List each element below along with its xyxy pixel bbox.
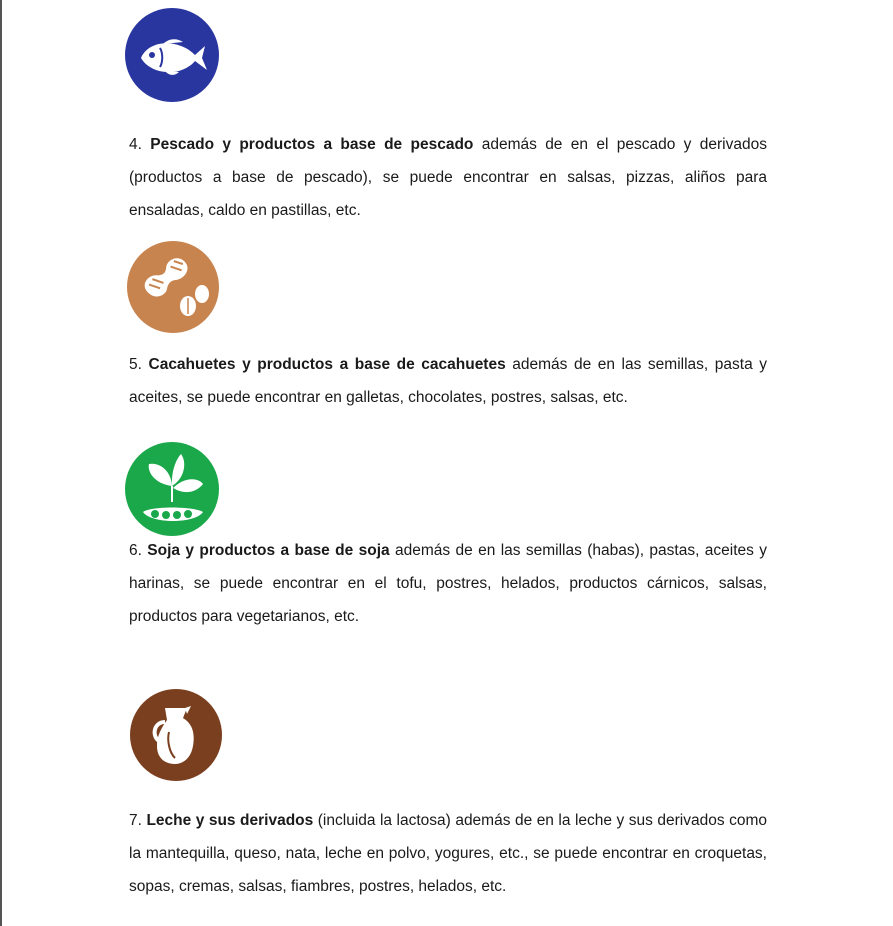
allergen-title: Leche y sus derivados <box>146 812 314 829</box>
soy-icon <box>125 442 219 536</box>
allergen-title: Pescado y productos a base de pescado <box>150 136 474 153</box>
allergen-title: Cacahuetes y productos a base de cacahuetes <box>148 356 506 373</box>
milk-jug-icon <box>129 688 223 782</box>
allergen-paragraph-fish: 4. Pescado y productos a base de pescado además de en el pescado y derivados (productos a base de pescado), se puede encontrar en salsas, pizzas, aliños para ensaladas, caldo en pastillas, etc. <box>129 136 767 219</box>
peanut-icon <box>126 240 220 334</box>
allergen-paragraph-soy: 6. Soja y productos a base de soja además de en las semillas (habas), pastas, aceites y harinas, se puede encontrar en el tofu, postres, helados, productos cárnicos, salsas, productos para vegetarianos, etc. <box>129 542 767 625</box>
allergen-title: Soja y productos a base de soja <box>147 542 390 559</box>
allergen-paragraph-peanut: 5. Cacahuetes y productos a base de cacahuetes además de en las semillas, pasta y aceites, se puede encontrar en galletas, chocolates, postres, salsas, etc. <box>129 356 767 406</box>
page-edge <box>0 0 2 926</box>
allergen-paragraph-milk: 7. Leche y sus derivados (incluida la lactosa) además de en la leche y sus derivados como la mantequilla, queso, nata, leche en polvo, yogures, etc., se puede encontrar en croquetas, sopas, cremas, salsas, fiambres, postres, helados, etc. <box>129 812 767 895</box>
fish-icon <box>125 8 219 102</box>
